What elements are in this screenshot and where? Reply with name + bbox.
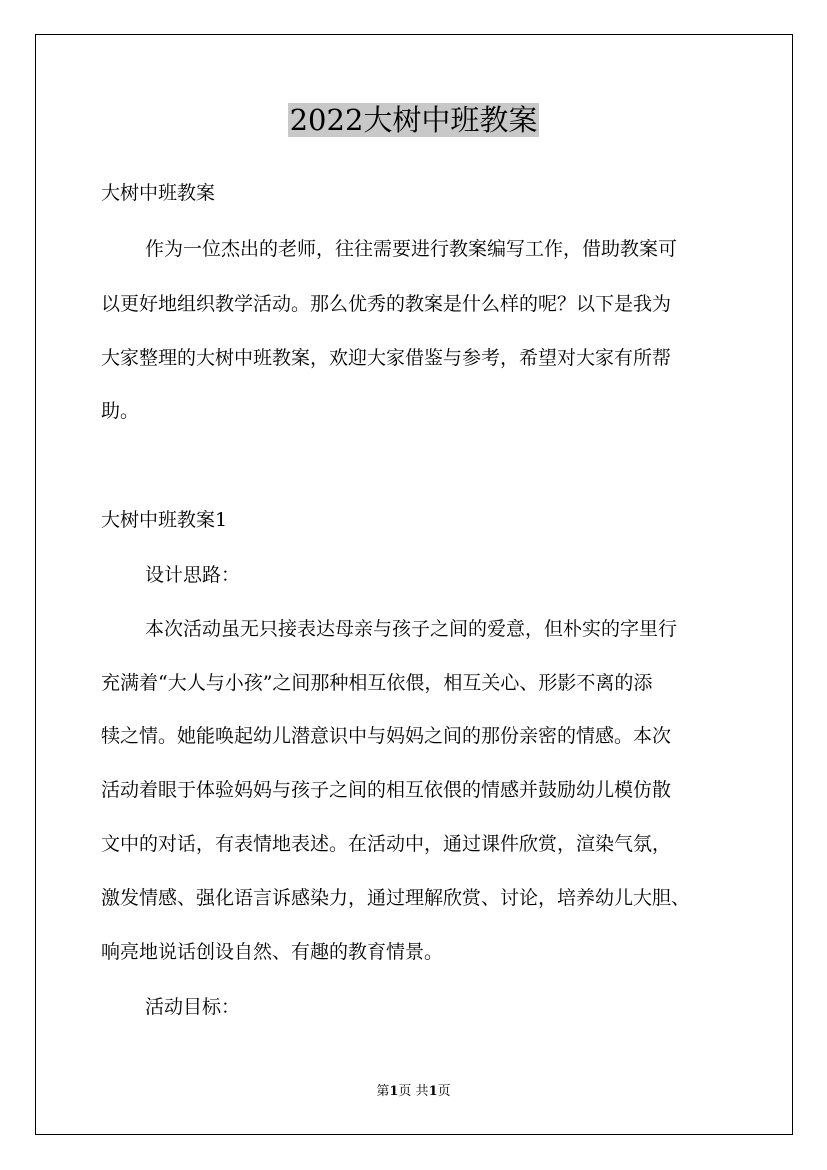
intro-line-1: 作为一位杰出的老师，往往需要进行教案编写工作，借助教案可 <box>145 238 678 260</box>
body-line-4: 活动着眼于体验妈妈与孩子之间的相互依偎的情感并鼓励幼儿模仿散 <box>101 779 672 801</box>
body-line-5: 文中的对话，有表情地表述。在活动中，通过课件欣赏，渲染气氛， <box>101 833 672 855</box>
intro-line-2: 以更好地组织教学活动。那么优秀的教案是什么样的呢？以下是我为 <box>101 293 672 315</box>
body-line-7: 响亮地说话创设自然、有趣的教育情景。 <box>101 941 444 963</box>
section-heading: 大树中班教案1 <box>101 509 228 531</box>
footer-total-pages: 1 <box>428 1084 438 1099</box>
body-line-3: 犊之情。她能唤起幼儿潜意识中与妈妈之间的那份亲密的情感。本次 <box>101 725 672 747</box>
intro-line-4: 助。 <box>101 400 140 422</box>
document-title <box>0 100 827 140</box>
body-line-6: 激发情感、强化语言诉感染力，通过理解欣赏、讨论，培养幼儿大胆、 <box>101 887 691 909</box>
page-footer <box>0 1083 827 1101</box>
goal-label: 活动目标： <box>145 996 241 1018</box>
document-subtitle: 大树中班教案 <box>101 182 216 204</box>
intro-line-3: 大家整理的大树中班教案，欢迎大家借鉴与参考，希望对大家有所帮 <box>101 347 672 369</box>
footer-current-page: 1 <box>389 1084 399 1099</box>
body-line-1: 本次活动虽无只接表达母亲与孩子之间的爱意，但朴实的字里行 <box>145 618 678 640</box>
footer-suffix: 页 <box>437 1084 451 1099</box>
design-label: 设计思路： <box>145 564 241 586</box>
document-title-text: 2022大树中班教案 <box>289 103 538 137</box>
footer-prefix: 第 <box>376 1084 390 1099</box>
body-line-2: 充满着“大人与小孩”之间那种相互依偎，相互关心、形影不离的添 <box>101 672 653 694</box>
footer-mid: 页 共 <box>398 1084 429 1099</box>
